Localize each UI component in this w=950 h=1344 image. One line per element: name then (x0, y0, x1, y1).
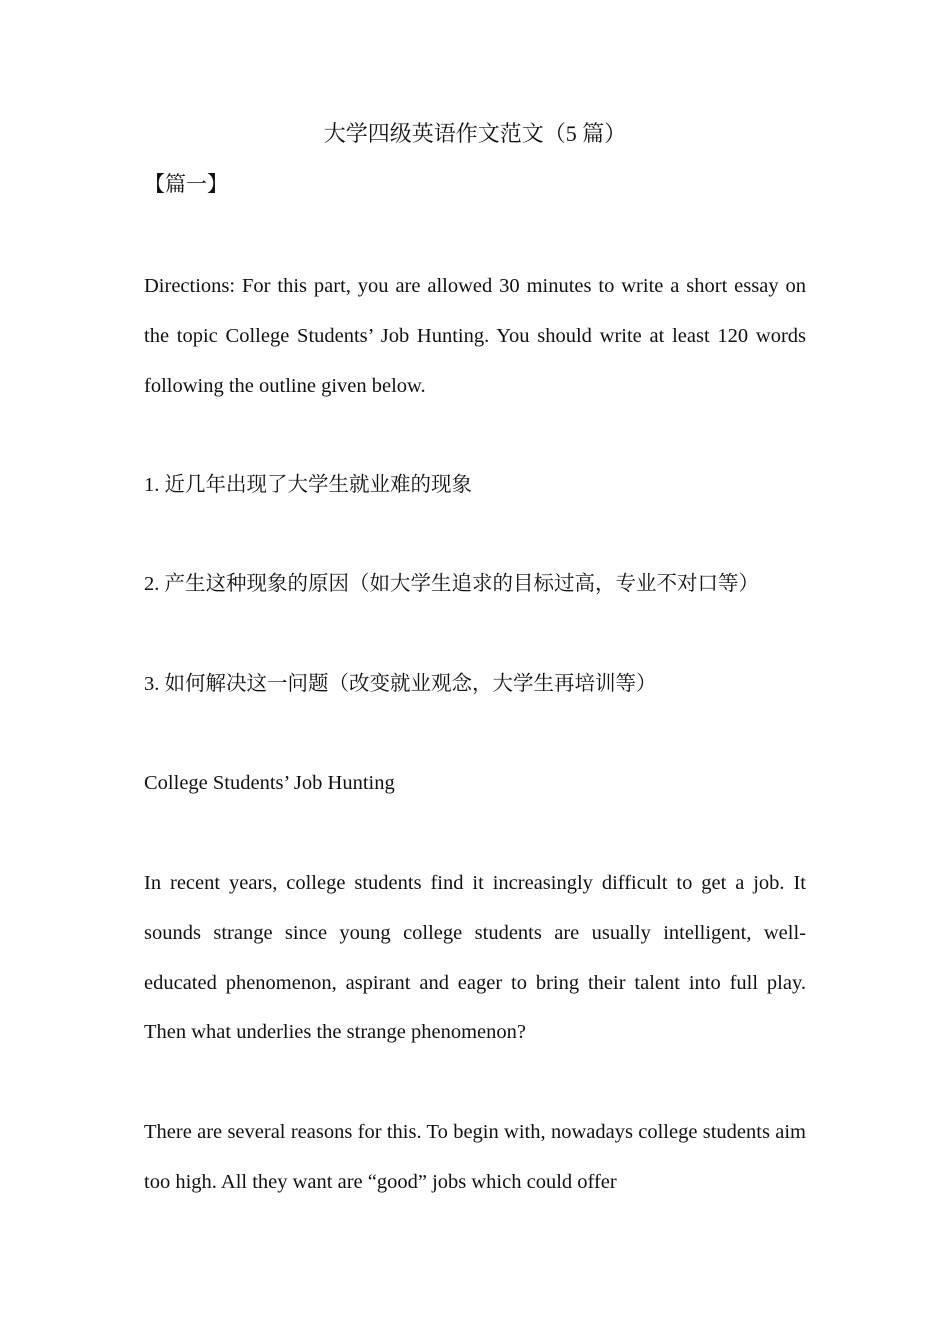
directions-paragraph: Directions: For this part, you are allowed 30 minutes to write a short essay on the topic College Students’ Job Hunting. You should write at least 120 words following the outline given below. (144, 275, 806, 397)
essay-title: College Students’ Job Hunting (144, 772, 395, 794)
outline-item-1: 1. 近几年出现了大学生就业难的现象 (144, 474, 472, 496)
outline-item-2: 2. 产生这种现象的原因（如大学生追求的目标过高，专业不对口等） (144, 573, 759, 595)
essay-paragraph-2: There are several reasons for this. To begin with, nowadays college students aim too high. All they want are “good” jobs which could offer (144, 1121, 806, 1193)
outline-item-3: 3. 如何解决这一问题（改变就业观念，大学生再培训等） (144, 673, 657, 695)
section-label: 【篇一】 (144, 172, 228, 196)
essay-paragraph-1: In recent years, college students find it increasingly difficult to get a job. It sounds strange since young college students are usually intelligent, well-educated phenomenon, aspirant and eager to bring their talent into full play. Then what underlies the strange phenomenon? (144, 872, 806, 1044)
document-title: 大学四级英语作文范文（5 篇） (323, 121, 627, 146)
